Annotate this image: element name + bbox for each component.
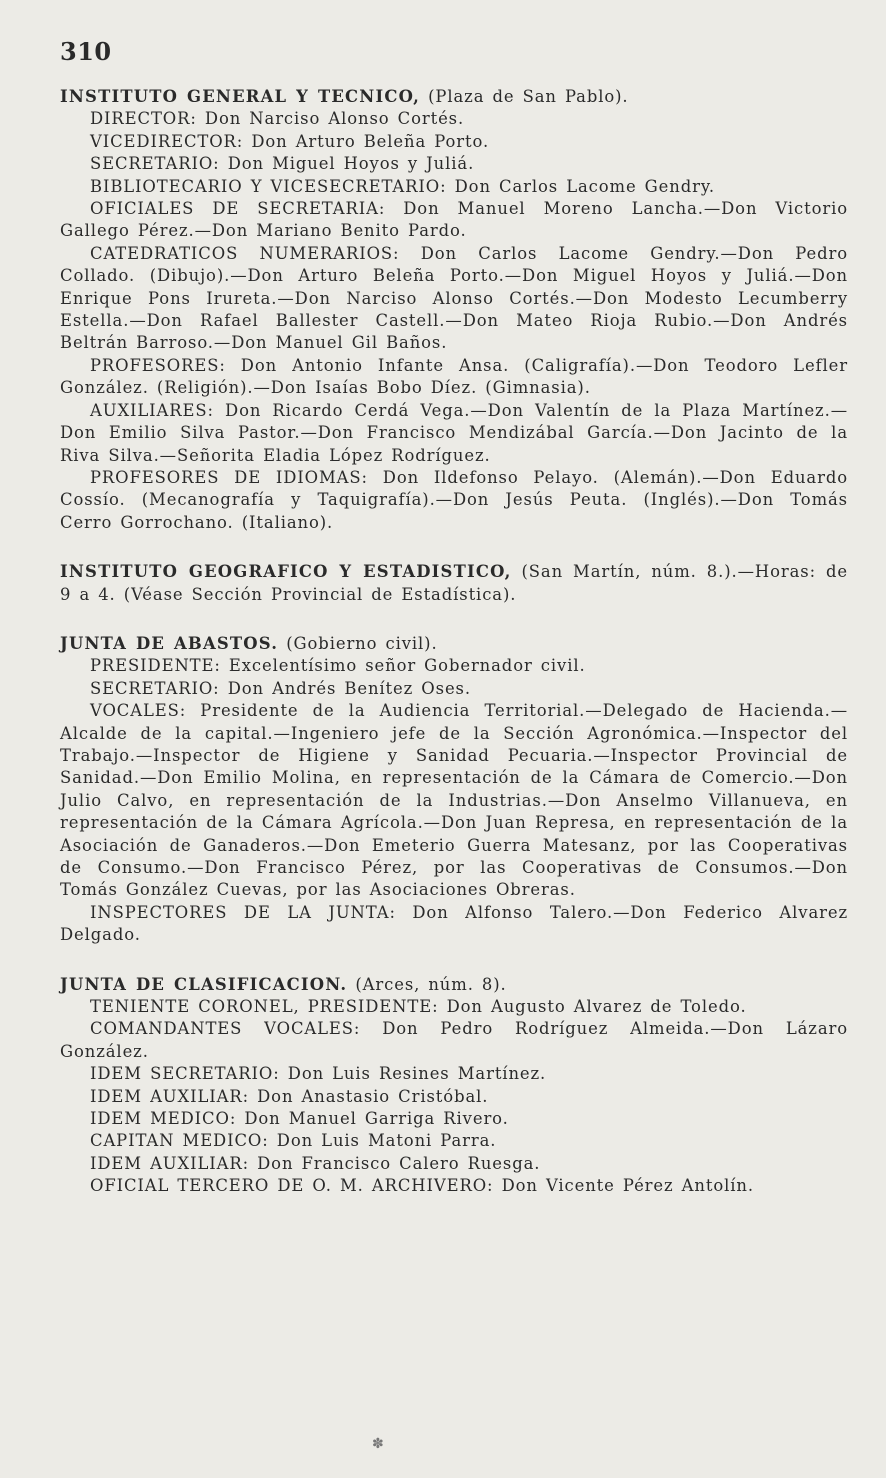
section-heading bbox=[60, 86, 848, 108]
heading-title: JUNTA DE CLASIFICACION. bbox=[60, 974, 348, 994]
entry: BIBLIOTECARIO Y VICESECRETARIO: Don Carlos Lacome Gendry. bbox=[90, 176, 715, 196]
entry: PROFESORES: Don Antonio Infante Ansa. (Caligrafía).—Don Teodoro Lefler González. (Religión).—Don Isaías Bobo Díez. (Gimnasia). bbox=[60, 355, 848, 398]
heading-address: (Plaza de San Pablo). bbox=[420, 87, 629, 106]
entry: DIRECTOR: Don Narciso Alonso Cortés. bbox=[90, 109, 465, 129]
entry: IDEM MEDICO: Don Manuel Garriga Rivero. bbox=[90, 1109, 509, 1129]
entry: PRESIDENTE: Excelentísimo señor Gobernador civil. bbox=[90, 656, 586, 676]
entry: SECRETARIO: Don Miguel Hoyos y Juliá. bbox=[90, 154, 475, 174]
section-instituto-general bbox=[60, 86, 848, 534]
heading-title: INSTITUTO GEOGRAFICO Y ESTADISTICO, bbox=[60, 562, 512, 582]
section-heading bbox=[60, 974, 848, 996]
entry: SECRETARIO: Don Andrés Benítez Oses. bbox=[90, 678, 471, 698]
entry: CATEDRATICOS NUMERARIOS: Don Carlos Lacome Gendry.—Don Pedro Collado. (Dibujo).—Don Arturo Beleña Porto.—Don Miguel Hoyos y Juliá.—Don Enrique Pons Irureta.—Don Narciso Alonso Cortés.—Don Modesto Lecumberry Estella.—Don Rafael Ballester Castell.—Don Mateo Rioja Rubio.—Don Andrés Beltrán Barroso.—Don Manuel Gil Baños. bbox=[60, 243, 848, 353]
entry: VICEDIRECTOR: Don Arturo Beleña Porto. bbox=[90, 131, 490, 151]
entry: TENIENTE CORONEL, PRESIDENTE: Don Augusto Alvarez de Toledo. bbox=[90, 997, 747, 1017]
entry: IDEM AUXILIAR: Don Francisco Calero Ruesga. bbox=[90, 1153, 541, 1173]
heading-title: INSTITUTO GENERAL Y TECNICO, bbox=[60, 87, 421, 106]
entry: CAPITAN MEDICO: Don Luis Matoni Parra. bbox=[90, 1131, 497, 1151]
section-heading bbox=[60, 561, 848, 606]
entry: INSPECTORES DE LA JUNTA: Don Alfonso Talero.—Don Federico Alvarez Delgado. bbox=[60, 902, 848, 945]
section-instituto-geografico bbox=[60, 561, 848, 606]
entry: IDEM SECRETARIO: Don Luis Resines Martínez. bbox=[90, 1064, 547, 1084]
page-number: 310 bbox=[60, 37, 112, 66]
heading-title: JUNTA DE ABASTOS. bbox=[60, 633, 279, 653]
entry: COMANDANTES VOCALES: Don Pedro Rodríguez Almeida.—Don Lázaro González. bbox=[60, 1019, 848, 1061]
entry: VOCALES: Presidente de la Audiencia Territorial.—Delegado de Hacienda.—Alcalde de la capital.—Ingeniero jefe de la Sección Agronómica.—Inspector del Trabajo.—Inspector de Higiene y Sanidad Pecuaria.—Inspector Provincial de Sanidad.—Don Emilio Molina, en representación de la Cámara de Comercio.—Don Julio Calvo, en representación de la Industrias.—Don Anselmo Villanueva, en representación de la Cámara Agrícola.—Don Juan Represa, en representación de la Asociación de Ganaderos.—Don Emeterio Guerra Matesanz, por las Cooperativas de Consumo.—Don Francisco Pérez, por las Cooperativas de Consumos.—Don Tomás González Cuevas, por las Asociaciones Obreras. bbox=[60, 701, 848, 900]
section-junta-clasificacion bbox=[60, 974, 848, 1198]
heading-address: (Gobierno civil). bbox=[278, 633, 438, 653]
section-junta-abastos bbox=[60, 633, 848, 947]
entry: PROFESORES DE IDIOMAS: Don Ildefonso Pelayo. (Alemán).—Don Eduardo Cossío. (Mecanografía y Taquigrafía).—Don Jesús Peuta. (Inglés).—Don Tomás Cerro Gorrochano. (Italiano). bbox=[60, 467, 848, 532]
entry: AUXILIARES: Don Ricardo Cerdá Vega.—Don Valentín de la Plaza Martínez.—Don Emilio Silva Pastor.—Don Francisco Mendizábal García.—Don Jacinto de la Riva Silva.—Señorita Eladia López Rodríguez. bbox=[60, 400, 848, 465]
entry: OFICIALES DE SECRETARIA: Don Manuel Moreno Lancha.—Don Victorio Gallego Pérez.—Don Mariano Benito Pardo. bbox=[60, 199, 848, 241]
entry: IDEM AUXILIAR: Don Anastasio Cristóbal. bbox=[90, 1086, 489, 1106]
heading-address: (Arces, núm. 8). bbox=[347, 974, 507, 994]
heading-address: (San Martín, núm. 8.).—Horas: de 9 a 4. (Véase Sección Provincial de Estadística). bbox=[60, 562, 848, 604]
bottom-ornament-icon: ✽ bbox=[372, 1436, 384, 1452]
page bbox=[60, 37, 848, 1225]
section-heading bbox=[60, 633, 848, 655]
entry: OFICIAL TERCERO DE O. M. ARCHIVERO: Don Vicente Pérez Antolín. bbox=[90, 1176, 754, 1196]
